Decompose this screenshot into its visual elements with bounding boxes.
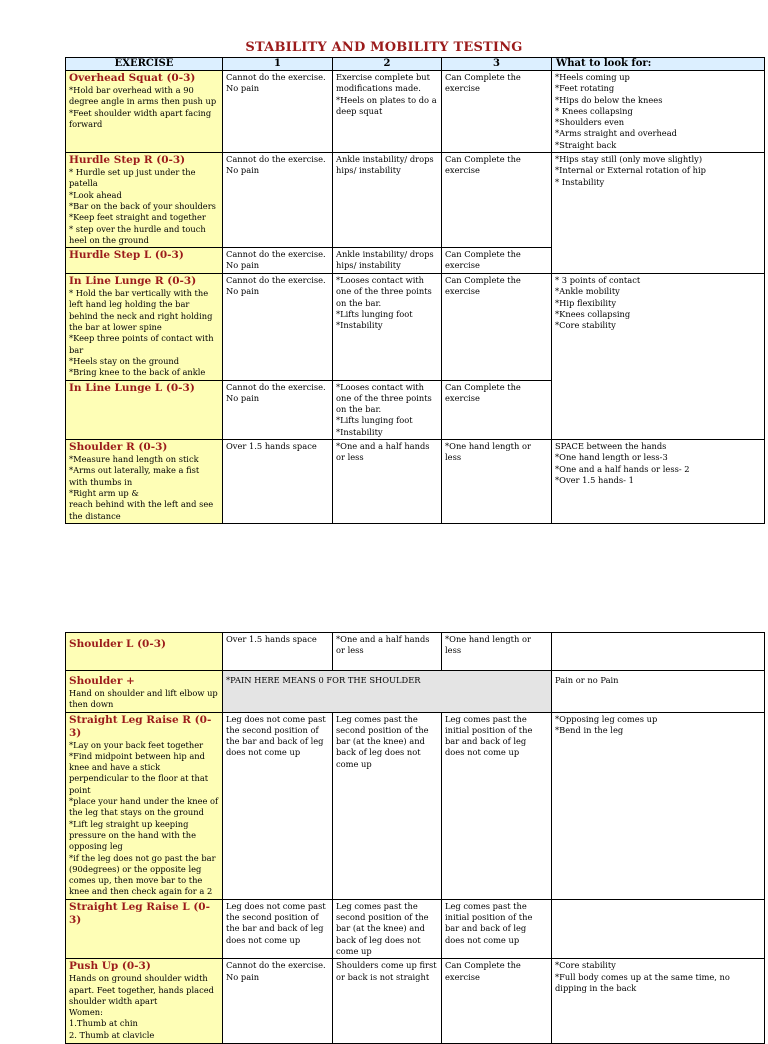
look-item: *Hips stay still (only move slightly): [555, 154, 703, 165]
cell-text: Cannot do the exercise.: [226, 275, 326, 286]
look-item: Pain or no Pain: [555, 675, 619, 685]
cell-text: Cannot do the exercise.: [226, 381, 326, 392]
cell-text: *Lifts lunging foot: [336, 309, 413, 320]
score-2-cell: [333, 274, 442, 380]
exercise-note: *Lift leg straight up keeping pressure on the hand with the opposing leg: [69, 818, 197, 852]
look-item: *Internal or External rotation of hip: [555, 165, 706, 176]
cell-text: No pain: [226, 165, 260, 176]
score-3-cell: [442, 274, 552, 380]
cell-text: No pain: [226, 971, 260, 982]
score-1-cell: [223, 440, 333, 524]
look-item: * Instability: [555, 176, 605, 187]
look-item: *Core stability: [555, 320, 616, 331]
exercise-note: * Hurdle set up just under the patella: [69, 167, 196, 189]
score-2-cell: [333, 633, 442, 671]
exercise-note: *place your hand under the knee of the leg that stays on the ground: [69, 796, 219, 818]
exercise-note: *Arms out laterally, make a fist with thumbs in: [69, 465, 200, 487]
cell-text: *One hand length or less: [445, 634, 531, 656]
exercise-cell: [66, 440, 223, 524]
cell-text: Can Complete the exercise: [445, 72, 521, 94]
cell-text: *Looses contact with one of the three points on the bar.: [336, 381, 432, 415]
score-1-cell: [223, 633, 333, 671]
exercise-note: *Look ahead: [69, 189, 122, 200]
table-row: [66, 959, 765, 1044]
exercise-name: Hurdle Step R (0-3): [69, 154, 186, 167]
look-item: *Hips do below the knees: [555, 94, 663, 105]
look-item: *Over 1.5 hands- 1: [555, 474, 634, 485]
exercise-name: Shoulder +: [69, 675, 135, 687]
header-score-3: 3: [442, 58, 552, 71]
exercise-note: *Bring knee to the back of ankle: [69, 367, 206, 378]
table-row: [66, 274, 765, 380]
look-item: *Full body comes up at the same time, no dipping in the back: [555, 971, 730, 993]
look-for-cell: [552, 633, 765, 671]
look-item: *Knees collapsing: [555, 309, 631, 320]
cell-text: No pain: [226, 260, 260, 271]
look-for-cell: [552, 153, 765, 274]
score-3-cell: [442, 440, 552, 524]
exercise-note: *if the leg does not go past the bar (90degrees) or the opposite leg comes up, then move bar to the knee and then check again for a 2: [69, 852, 216, 897]
exercise-note: 2. Thumb at clavicle: [69, 1029, 155, 1040]
score-1-cell: [223, 248, 333, 274]
exercise-note: *Right arm up &: [69, 487, 139, 498]
score-2-cell: [333, 899, 442, 958]
header-score-1: 1: [223, 58, 333, 71]
look-item: * 3 points of contact: [555, 275, 641, 286]
cell-text: Cannot do the exercise.: [226, 960, 326, 971]
table-row: [66, 712, 765, 899]
exercise-cell: [66, 248, 223, 274]
score-1-cell: [223, 959, 333, 1044]
exercise-note: *Heels stay on the ground: [69, 355, 180, 366]
cell-text: Can Complete the exercise: [445, 960, 521, 982]
exercise-cell: [66, 959, 223, 1044]
look-item: *Feet rotating: [555, 83, 615, 94]
score-1-cell: [223, 712, 333, 899]
cell-text: *PAIN HERE MEANS 0 FOR THE SHOULDER: [226, 675, 421, 685]
score-3-cell: [442, 712, 552, 899]
score-3-cell: [442, 959, 552, 1044]
look-item: *Ankle mobility: [555, 286, 620, 297]
look-item: SPACE between the hands: [555, 441, 667, 452]
score-2-cell: [333, 712, 442, 899]
cell-text: *Heels on plates to do a deep squat: [336, 94, 437, 116]
cell-text: *Instability: [336, 426, 383, 437]
cell-text: Over 1.5 hands space: [226, 441, 317, 452]
table-row: [66, 671, 765, 713]
cell-text: Over 1.5 hands space: [226, 634, 317, 644]
cell-text: Leg comes past the initial position of the bar and back of leg does not come up: [445, 900, 533, 945]
cell-text: Cannot do the exercise.: [226, 154, 326, 165]
exercise-name: Shoulder L (0-3): [69, 638, 166, 650]
exercise-name: Straight Leg Raise L (0-3): [69, 900, 210, 926]
cell-text: Leg does not come past the second position of the bar and back of leg does not come up: [226, 900, 326, 945]
table-row: [66, 153, 765, 248]
cell-text: *One and a half hands or less: [336, 441, 430, 463]
header-exercise: EXERCISE: [66, 58, 223, 71]
look-for-cell: [552, 899, 765, 958]
score-2-cell: [333, 440, 442, 524]
cell-text: Can Complete the exercise: [445, 381, 521, 403]
look-item: *One hand length or less-3: [555, 452, 668, 463]
score-1-cell: [223, 380, 333, 439]
table-row: [66, 440, 765, 524]
look-for-cell: [552, 712, 765, 899]
exercise-name: Straight Leg Raise R (0-3): [69, 713, 212, 739]
look-for-cell: [552, 440, 765, 524]
cell-text: Leg comes past the initial position of the bar and back of leg does not come up: [445, 713, 533, 758]
score-3-cell: [442, 633, 552, 671]
header-what-to-look-for: What to look for:: [552, 58, 765, 71]
exercise-note: *Keep feet straight and together: [69, 212, 206, 223]
exercise-note: *Lay on your back feet together: [69, 739, 204, 750]
exercise-name: Overhead Squat (0-3): [69, 72, 196, 84]
cell-text: Leg comes past the second position of the bar (at the knee) and back of leg does not come up: [336, 713, 429, 769]
table-row: [66, 71, 765, 153]
look-item: *One and a half hands or less- 2: [555, 463, 690, 474]
cell-text: *Lifts lunging foot: [336, 415, 413, 426]
exercise-note: Hand on shoulder and lift elbow up then down: [69, 688, 218, 710]
score-1-cell: [223, 274, 333, 380]
look-item: * Knees collapsing: [555, 105, 633, 116]
cell-text: *One hand length or less: [445, 441, 531, 463]
cell-text: *Instability: [336, 320, 383, 331]
exercise-cell: [66, 633, 223, 671]
score-2-cell: [333, 380, 442, 439]
score-3-cell: [442, 248, 552, 274]
exercise-note: *Hold bar overhead with a 90 degree angle in arms then push up: [69, 85, 217, 107]
exercise-note: *Bar on the back of your shoulders: [69, 200, 216, 211]
exercise-cell: [66, 712, 223, 899]
exercise-cell: [66, 671, 223, 713]
look-item: *Core stability: [555, 960, 616, 971]
exercise-note: *Find midpoint between hip and knee and have a stick perpendicular to the floor at that point: [69, 750, 209, 795]
score-1-cell: [223, 153, 333, 248]
cell-text: No pain: [226, 392, 260, 403]
score-2-cell: [333, 71, 442, 153]
score-3-cell: [442, 899, 552, 958]
cell-text: Can Complete the exercise: [445, 275, 521, 297]
exercise-cell: [66, 153, 223, 248]
exercise-cell: [66, 71, 223, 153]
look-item: *Shoulders even: [555, 117, 625, 128]
header-score-2: 2: [333, 58, 442, 71]
exercise-name: In Line Lunge L (0-3): [69, 381, 195, 394]
cell-text: No pain: [226, 286, 260, 297]
cell-text: No pain: [226, 83, 260, 94]
look-item: *Straight back: [555, 139, 617, 150]
score-1-cell: [223, 71, 333, 153]
exercise-cell: [66, 380, 223, 439]
testing-table-2: [65, 632, 765, 1044]
page-title: STABILITY AND MOBILITY TESTING: [245, 40, 523, 55]
score-2-cell: [333, 959, 442, 1044]
score-2-cell: [333, 248, 442, 274]
cell-text: Ankle instability/ drops hips/ instability: [336, 154, 434, 176]
cell-text: Can Complete the exercise: [445, 249, 521, 271]
exercise-note: *Keep three points of contact with bar: [69, 333, 214, 355]
exercise-cell: [66, 274, 223, 380]
exercise-name: Push Up (0-3): [69, 960, 151, 973]
exercise-note: *Feet shoulder width apart facing forward: [69, 107, 212, 129]
exercise-name: Shoulder R (0-3): [69, 441, 168, 454]
exercise-note: Women:: [69, 1007, 103, 1018]
score-3-cell: [442, 71, 552, 153]
exercise-name: In Line Lunge R (0-3): [69, 275, 197, 288]
look-for-cell: [552, 71, 765, 153]
cell-text: Cannot do the exercise.: [226, 72, 326, 82]
look-for-cell: [552, 274, 765, 440]
look-for-cell: [552, 671, 765, 713]
score-1-cell: [223, 899, 333, 958]
cell-text: Leg comes past the second position of the bar (at the knee) and back of leg does not come up: [336, 900, 429, 956]
exercise-note: *Measure hand length on stick: [69, 454, 199, 465]
score-3-cell: [442, 153, 552, 248]
cell-text: Can Complete the exercise: [445, 154, 521, 176]
exercise-note: Hands on ground shoulder width apart. Feet together, hands placed shoulder width apart: [69, 973, 214, 1006]
look-item: *Hip flexibility: [555, 297, 617, 308]
look-for-cell: [552, 959, 765, 1044]
look-item: *Bend in the leg: [555, 724, 624, 735]
exercise-cell: [66, 899, 223, 958]
score-3-cell: [442, 380, 552, 439]
exercise-note: reach behind with the left and see the distance: [69, 499, 214, 521]
look-item: *Opposing leg comes up: [555, 713, 658, 724]
look-item: *Arms straight and overhead: [555, 128, 677, 139]
testing-table-1: [65, 57, 765, 524]
score-2-cell: [333, 153, 442, 248]
cell-text: Exercise complete but modifications made.: [336, 72, 430, 94]
look-item: *Heels coming up: [555, 72, 630, 82]
table-row: [66, 633, 765, 671]
exercise-note: * Hold the bar vertically with the left hand leg holding the bar behind the neck and right holding the bar at lower spine: [69, 288, 213, 333]
table-row: [66, 899, 765, 958]
cell-text: *Looses contact with one of the three points on the bar.: [336, 275, 432, 308]
cell-text: Leg does not come past the second position of the bar and back of leg does not come up: [226, 713, 326, 758]
pain-note-cell: [223, 671, 552, 713]
cell-text: *One and a half hands or less: [336, 634, 430, 656]
exercise-note: * step over the hurdle and touch heel on the ground: [69, 223, 206, 245]
exercise-name: Hurdle Step L (0-3): [69, 249, 184, 262]
cell-text: Cannot do the exercise.: [226, 249, 326, 260]
exercise-note: 1.Thumb at chin: [69, 1018, 138, 1029]
cell-text: Ankle instability/ drops hips/ instability: [336, 249, 434, 271]
cell-text: Shoulders come up first or back is not straight: [336, 960, 437, 982]
